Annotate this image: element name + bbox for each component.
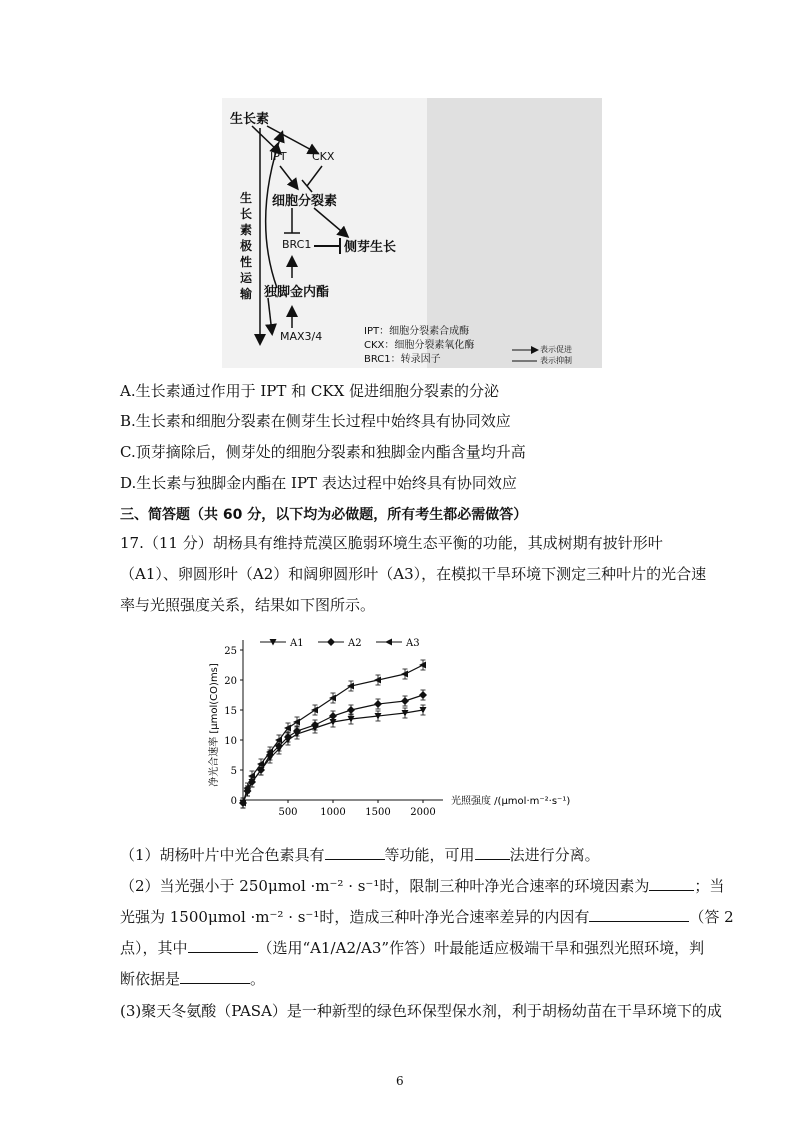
- y-tick-label: 15: [224, 706, 237, 717]
- data-point-a2: [347, 706, 355, 714]
- q17-part3: (3)聚天冬氨酸（PASA）是一种新型的绿色环保型保水剂，利于胡杨幼苗在干旱环境下的成: [120, 1002, 722, 1020]
- data-point-a3: [401, 671, 408, 678]
- legend-label-a2: A2: [348, 638, 362, 649]
- option-b: B.生长素和细胞分裂素在侧芽生长过程中始终具有协同效应: [120, 412, 511, 430]
- note-brc1: BRC1：转录因子: [364, 354, 441, 365]
- q17-part1: [120, 844, 600, 865]
- node-ckx: CKX: [312, 150, 335, 163]
- q17-p2g: 断依据是: [120, 970, 181, 988]
- q17-line2: （A1）、卵圆形叶（A2）和阔卵圆形叶（A3），在模拟干旱环境下测定三种叶片的光合速: [120, 565, 707, 583]
- page-number: 6: [396, 1074, 404, 1088]
- node-cytokinin: 细胞分裂素: [272, 194, 338, 209]
- data-point-a2: [401, 697, 409, 705]
- q17-p1b: 等功能，可用: [384, 846, 475, 864]
- data-point-a2: [419, 691, 427, 699]
- q17-p1c: 法进行分离。: [509, 846, 600, 864]
- x-tick-label: 500: [278, 807, 298, 818]
- chart-svg: [205, 630, 605, 830]
- q17-line3: 率与光照强度关系，结果如下图所示。: [120, 596, 376, 614]
- node-auxin: 生长素: [230, 112, 270, 127]
- x-tick-label: 1000: [320, 807, 346, 818]
- q17-line1: 17.（11 分）胡杨具有维持荒漠区脆弱环境生态平衡的功能，其成树期有披针形叶: [120, 534, 663, 552]
- y-tick-label: 0: [230, 796, 237, 807]
- legend-inhibit: 表示抑制: [540, 356, 572, 365]
- legend-label-a3: A3: [406, 638, 420, 649]
- blank-4[interactable]: [589, 907, 689, 922]
- legend-marker: [327, 638, 335, 646]
- blank-3[interactable]: [649, 876, 694, 891]
- x-tick-label: 2000: [410, 807, 436, 818]
- q17-p2f: （选用“A1/A2/A3”作答）叶最能适应极端干旱和强烈光照环境，判: [257, 939, 705, 957]
- q17-part2-line2: [120, 906, 734, 927]
- node-lateral-bud: 侧芽生长: [344, 240, 397, 255]
- q17-part2-line1: [120, 875, 724, 896]
- note-ipt: IPT：细胞分裂素合成酶: [364, 326, 470, 337]
- hormone-regulation-diagram: [222, 98, 602, 368]
- q17-p2c: 光强为 1500μmol ·m⁻² · s⁻¹时，造成三种叶净光合速率差异的内因有: [120, 908, 590, 926]
- node-strigolactone: 独脚金内酯: [264, 285, 330, 300]
- q17-part2-line3: [120, 937, 704, 958]
- blank-6[interactable]: [180, 969, 250, 984]
- data-point-a2: [374, 700, 382, 708]
- q17-p2e: 点），其中: [120, 939, 188, 957]
- x-axis-label: 光照强度 /(μmol·m⁻²·s⁻¹): [451, 796, 571, 807]
- data-point-a2: [293, 727, 301, 735]
- data-point-a3: [419, 662, 426, 669]
- blank-1[interactable]: [325, 845, 385, 860]
- legend-marker: [385, 639, 392, 646]
- data-point-a2: [311, 721, 319, 729]
- y-tick-label: 20: [224, 676, 237, 687]
- section-title: 三、简答题（共 60 分，以下均为必做题，所有考生都必需做答）: [120, 507, 528, 523]
- y-tick-label: 10: [224, 736, 237, 747]
- node-polar-transport: 生长素极性运输: [240, 191, 253, 301]
- q17-part2-line4: [120, 968, 265, 989]
- option-a: A.生长素通过作用于 IPT 和 CKX 促进细胞分裂素的分泌: [120, 382, 500, 400]
- node-brc1: BRC1: [282, 238, 312, 251]
- y-tick-label: 25: [224, 646, 237, 657]
- q17-p2a: （2）当光强小于 250μmol ·m⁻² · s⁻¹时，限制三种叶净光合速率的环境因素为: [120, 877, 650, 895]
- series-line-a3: [243, 665, 423, 803]
- photosynthesis-chart: [205, 630, 605, 830]
- blank-2[interactable]: [475, 845, 510, 860]
- data-point-a2: [329, 712, 337, 720]
- legend-promote: 表示促进: [540, 345, 572, 354]
- x-tick-label: 1500: [365, 807, 391, 818]
- data-point-a3: [284, 725, 291, 732]
- y-tick-label: 5: [230, 766, 237, 777]
- node-ipt: IPT: [270, 150, 287, 163]
- option-d: D.生长素与独脚金内酯在 IPT 表达过程中始终具有协同效应: [120, 474, 517, 492]
- data-point-a3: [275, 737, 282, 744]
- q17-p2d: （答 2: [689, 908, 734, 926]
- note-ckx: CKX：细胞分裂素氧化酶: [364, 340, 475, 351]
- y-axis-label: 净光合速率 [μmol(CO)ms]: [209, 663, 220, 787]
- blank-5[interactable]: [188, 938, 258, 953]
- option-c: C.顶芽摘除后，侧芽处的细胞分裂素和独脚金内酯含量均升高: [120, 443, 526, 461]
- q17-p1a: （1）胡杨叶片中光合色素具有: [120, 846, 325, 864]
- data-point-a3: [374, 677, 381, 684]
- q17-p2h: 。: [250, 970, 266, 988]
- legend-label-a1: A1: [290, 638, 304, 649]
- data-point-a3: [257, 761, 264, 768]
- q17-p2b: ；当: [694, 877, 725, 895]
- node-max: MAX3/4: [280, 330, 323, 343]
